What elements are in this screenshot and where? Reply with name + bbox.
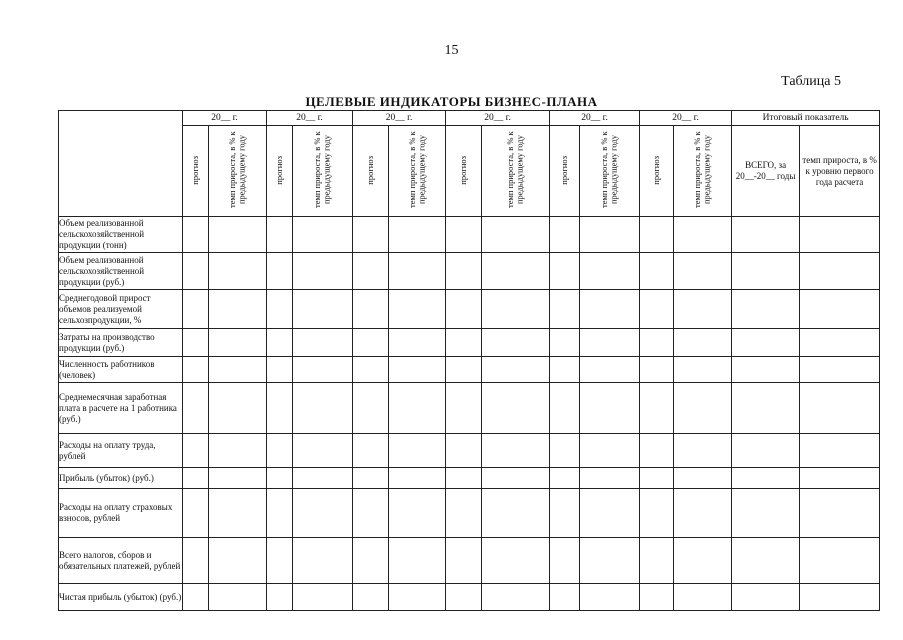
- empty-cell: [674, 434, 732, 468]
- empty-cell: [353, 468, 389, 489]
- empty-cell: [640, 217, 674, 253]
- empty-cell: [183, 217, 209, 253]
- table-row: [59, 329, 880, 357]
- empty-cell: [550, 290, 580, 329]
- growth-rate-header-text: темп прироста, в % к предыдущему году: [312, 131, 332, 209]
- total-growth-header: темп прироста, в % к уровню первого года расчета: [800, 126, 880, 217]
- empty-cell: [267, 538, 293, 584]
- empty-cell: [446, 538, 482, 584]
- row-label: Численность работников (человек): [59, 357, 183, 383]
- empty-cell: [732, 468, 800, 489]
- empty-cell: [580, 253, 640, 290]
- indicators-table: [58, 110, 880, 611]
- empty-cell: [183, 357, 209, 383]
- row-label: Среднегодовой прирост объемов реализуемой сельхозпродукции, %: [59, 290, 183, 329]
- empty-cell: [732, 357, 800, 383]
- growth-rate-header-text: темп прироста, в % к предыдущему году: [599, 131, 619, 209]
- empty-cell: [183, 290, 209, 329]
- empty-cell: [353, 434, 389, 468]
- empty-cell: [183, 383, 209, 434]
- empty-cell: [353, 290, 389, 329]
- growth-rate-header: [580, 126, 640, 217]
- empty-cell: [674, 584, 732, 611]
- empty-cell: [183, 468, 209, 489]
- empty-cell: [800, 357, 880, 383]
- empty-cell: [267, 468, 293, 489]
- table-row: [59, 489, 880, 538]
- empty-cell: [482, 468, 550, 489]
- empty-cell: [580, 357, 640, 383]
- table-row: [59, 383, 880, 434]
- empty-cell: [550, 217, 580, 253]
- empty-cell: [209, 217, 267, 253]
- row-label: Расходы на оплату труда, рублей: [59, 434, 183, 468]
- empty-cell: [293, 217, 353, 253]
- table-row: [59, 434, 880, 468]
- empty-cell: [293, 290, 353, 329]
- growth-rate-header: [674, 126, 732, 217]
- empty-cell: [800, 468, 880, 489]
- empty-cell: [183, 584, 209, 611]
- empty-cell: [183, 329, 209, 357]
- empty-cell: [446, 253, 482, 290]
- empty-cell: [353, 584, 389, 611]
- empty-cell: [732, 489, 800, 538]
- growth-rate-header: [389, 126, 446, 217]
- empty-cell: [183, 434, 209, 468]
- row-label: Среднемесячная заработная плата в расчете на 1 работника (руб.): [59, 383, 183, 434]
- empty-cell: [550, 357, 580, 383]
- empty-cell: [446, 290, 482, 329]
- empty-cell: [640, 357, 674, 383]
- empty-cell: [800, 253, 880, 290]
- empty-cell: [183, 253, 209, 290]
- empty-cell: [800, 383, 880, 434]
- row-label: Затраты на производство продукции (руб.): [59, 329, 183, 357]
- empty-cell: [580, 217, 640, 253]
- growth-rate-header-text: темп прироста, в % к предыдущему году: [692, 131, 712, 209]
- empty-cell: [446, 468, 482, 489]
- empty-cell: [674, 217, 732, 253]
- year-header: 20__ г.: [267, 111, 353, 126]
- empty-cell: [209, 538, 267, 584]
- empty-cell: [353, 217, 389, 253]
- table-row: [59, 538, 880, 584]
- empty-cell: [293, 489, 353, 538]
- empty-cell: [580, 329, 640, 357]
- empty-cell: [482, 434, 550, 468]
- empty-cell: [674, 383, 732, 434]
- empty-cell: [800, 329, 880, 357]
- empty-cell: [640, 489, 674, 538]
- empty-cell: [580, 489, 640, 538]
- empty-cell: [674, 468, 732, 489]
- empty-cell: [293, 434, 353, 468]
- empty-cell: [732, 383, 800, 434]
- empty-cell: [293, 383, 353, 434]
- empty-cell: [674, 538, 732, 584]
- empty-cell: [446, 489, 482, 538]
- document-title: ЦЕЛЕВЫЕ ИНДИКАТОРЫ БИЗНЕС-ПЛАНА: [305, 94, 598, 109]
- table-row: [59, 217, 880, 253]
- growth-rate-header: [209, 126, 267, 217]
- row-label: Всего налогов, сборов и обязательных платежей, рублей: [59, 538, 183, 584]
- empty-cell: [353, 357, 389, 383]
- forecast-header-text: прогноз: [189, 155, 200, 185]
- empty-cell: [732, 253, 800, 290]
- forecast-header-text: прогноз: [273, 155, 284, 185]
- year-header: 20__ г.: [353, 111, 446, 126]
- forecast-header-text: прогноз: [650, 155, 661, 185]
- empty-cell: [732, 584, 800, 611]
- empty-cell: [482, 383, 550, 434]
- empty-cell: [389, 489, 446, 538]
- empty-cell: [389, 434, 446, 468]
- empty-cell: [674, 489, 732, 538]
- empty-cell: [353, 253, 389, 290]
- empty-cell: [389, 290, 446, 329]
- empty-cell: [446, 584, 482, 611]
- table-body: [59, 217, 880, 611]
- empty-cell: [293, 329, 353, 357]
- empty-cell: [389, 329, 446, 357]
- empty-cell: [389, 538, 446, 584]
- empty-cell: [640, 290, 674, 329]
- empty-cell: [640, 468, 674, 489]
- empty-cell: [550, 434, 580, 468]
- empty-cell: [482, 584, 550, 611]
- empty-cell: [482, 329, 550, 357]
- row-label: Чистая прибыль (убыток) (руб.): [59, 584, 183, 611]
- empty-cell: [640, 538, 674, 584]
- empty-cell: [209, 357, 267, 383]
- empty-cell: [482, 253, 550, 290]
- empty-cell: [550, 538, 580, 584]
- empty-cell: [446, 329, 482, 357]
- empty-cell: [209, 253, 267, 290]
- empty-cell: [580, 383, 640, 434]
- empty-cell: [674, 253, 732, 290]
- empty-cell: [209, 468, 267, 489]
- empty-cell: [800, 538, 880, 584]
- table-row: [59, 253, 880, 290]
- empty-cell: [209, 489, 267, 538]
- empty-cell: [267, 329, 293, 357]
- empty-cell: [353, 489, 389, 538]
- table-row: [59, 584, 880, 611]
- table-row: [59, 468, 880, 489]
- row-label: Прибыль (убыток) (руб.): [59, 468, 183, 489]
- empty-cell: [267, 434, 293, 468]
- empty-cell: [732, 290, 800, 329]
- empty-cell: [482, 357, 550, 383]
- empty-cell: [267, 253, 293, 290]
- forecast-header-text: прогноз: [364, 155, 375, 185]
- empty-cell: [640, 383, 674, 434]
- empty-cell: [580, 290, 640, 329]
- empty-cell: [267, 290, 293, 329]
- empty-cell: [482, 538, 550, 584]
- year-header: 20__ г.: [640, 111, 732, 126]
- corner-cell: [59, 111, 183, 217]
- empty-cell: [732, 538, 800, 584]
- empty-cell: [550, 489, 580, 538]
- forecast-header: [640, 126, 674, 217]
- empty-cell: [550, 253, 580, 290]
- empty-cell: [267, 217, 293, 253]
- forecast-header: [353, 126, 389, 217]
- empty-cell: [267, 489, 293, 538]
- empty-cell: [640, 329, 674, 357]
- empty-cell: [389, 383, 446, 434]
- empty-cell: [446, 217, 482, 253]
- empty-cell: [640, 434, 674, 468]
- empty-cell: [800, 434, 880, 468]
- empty-cell: [446, 434, 482, 468]
- empty-cell: [732, 217, 800, 253]
- empty-cell: [446, 357, 482, 383]
- empty-cell: [640, 584, 674, 611]
- empty-cell: [389, 468, 446, 489]
- empty-cell: [580, 584, 640, 611]
- empty-cell: [267, 357, 293, 383]
- forecast-header-text: прогноз: [457, 155, 468, 185]
- forecast-header: [550, 126, 580, 217]
- year-header: 20__ г.: [446, 111, 550, 126]
- empty-cell: [293, 538, 353, 584]
- empty-cell: [389, 357, 446, 383]
- forecast-header: [183, 126, 209, 217]
- table-row: [59, 290, 880, 329]
- row-label: Объем реализованной сельскохозяйственной продукции (тонн): [59, 217, 183, 253]
- year-header: 20__ г.: [550, 111, 640, 126]
- empty-cell: [209, 383, 267, 434]
- empty-cell: [800, 290, 880, 329]
- empty-cell: [353, 538, 389, 584]
- page-number: 15: [444, 43, 459, 58]
- empty-cell: [550, 584, 580, 611]
- empty-cell: [482, 290, 550, 329]
- table-row: [59, 357, 880, 383]
- empty-cell: [674, 329, 732, 357]
- table-label: Таблица 5: [781, 74, 841, 89]
- growth-rate-header-text: темп прироста, в % к предыдущему году: [406, 131, 427, 209]
- empty-cell: [183, 489, 209, 538]
- empty-cell: [353, 329, 389, 357]
- empty-cell: [209, 434, 267, 468]
- empty-cell: [446, 383, 482, 434]
- empty-cell: [482, 489, 550, 538]
- header-row-years: [59, 111, 880, 126]
- row-label: Расходы на оплату страховых взносов, рублей: [59, 489, 183, 538]
- empty-cell: [389, 584, 446, 611]
- empty-cell: [183, 538, 209, 584]
- empty-cell: [389, 217, 446, 253]
- empty-cell: [580, 434, 640, 468]
- empty-cell: [550, 468, 580, 489]
- empty-cell: [732, 329, 800, 357]
- empty-cell: [209, 329, 267, 357]
- empty-cell: [674, 357, 732, 383]
- empty-cell: [732, 434, 800, 468]
- growth-rate-header-text: темп прироста, в % к предыдущему году: [227, 131, 247, 209]
- empty-cell: [800, 584, 880, 611]
- forecast-header: [267, 126, 293, 217]
- empty-cell: [550, 329, 580, 357]
- empty-cell: [674, 290, 732, 329]
- empty-cell: [550, 383, 580, 434]
- empty-cell: [293, 584, 353, 611]
- empty-cell: [580, 468, 640, 489]
- growth-rate-header: [293, 126, 353, 217]
- forecast-header: [446, 126, 482, 217]
- empty-cell: [353, 383, 389, 434]
- total-header: Итоговый показатель: [732, 111, 880, 126]
- empty-cell: [209, 584, 267, 611]
- empty-cell: [640, 253, 674, 290]
- empty-cell: [800, 217, 880, 253]
- empty-cell: [267, 584, 293, 611]
- year-header: 20__ г.: [183, 111, 267, 126]
- row-label: Объем реализованной сельскохозяйственной продукции (руб.): [59, 253, 183, 290]
- header-row-subcolumns: [59, 126, 880, 217]
- empty-cell: [482, 217, 550, 253]
- empty-cell: [293, 468, 353, 489]
- growth-rate-header-text: темп прироста, в % к предыдущему году: [505, 131, 525, 209]
- empty-cell: [580, 538, 640, 584]
- empty-cell: [800, 489, 880, 538]
- forecast-header-text: прогноз: [558, 155, 569, 185]
- empty-cell: [209, 290, 267, 329]
- empty-cell: [293, 357, 353, 383]
- growth-rate-header: [482, 126, 550, 217]
- empty-cell: [293, 253, 353, 290]
- empty-cell: [389, 253, 446, 290]
- empty-cell: [267, 383, 293, 434]
- total-all-years-header: ВСЕГО, за 20__-20__ годы: [732, 126, 800, 217]
